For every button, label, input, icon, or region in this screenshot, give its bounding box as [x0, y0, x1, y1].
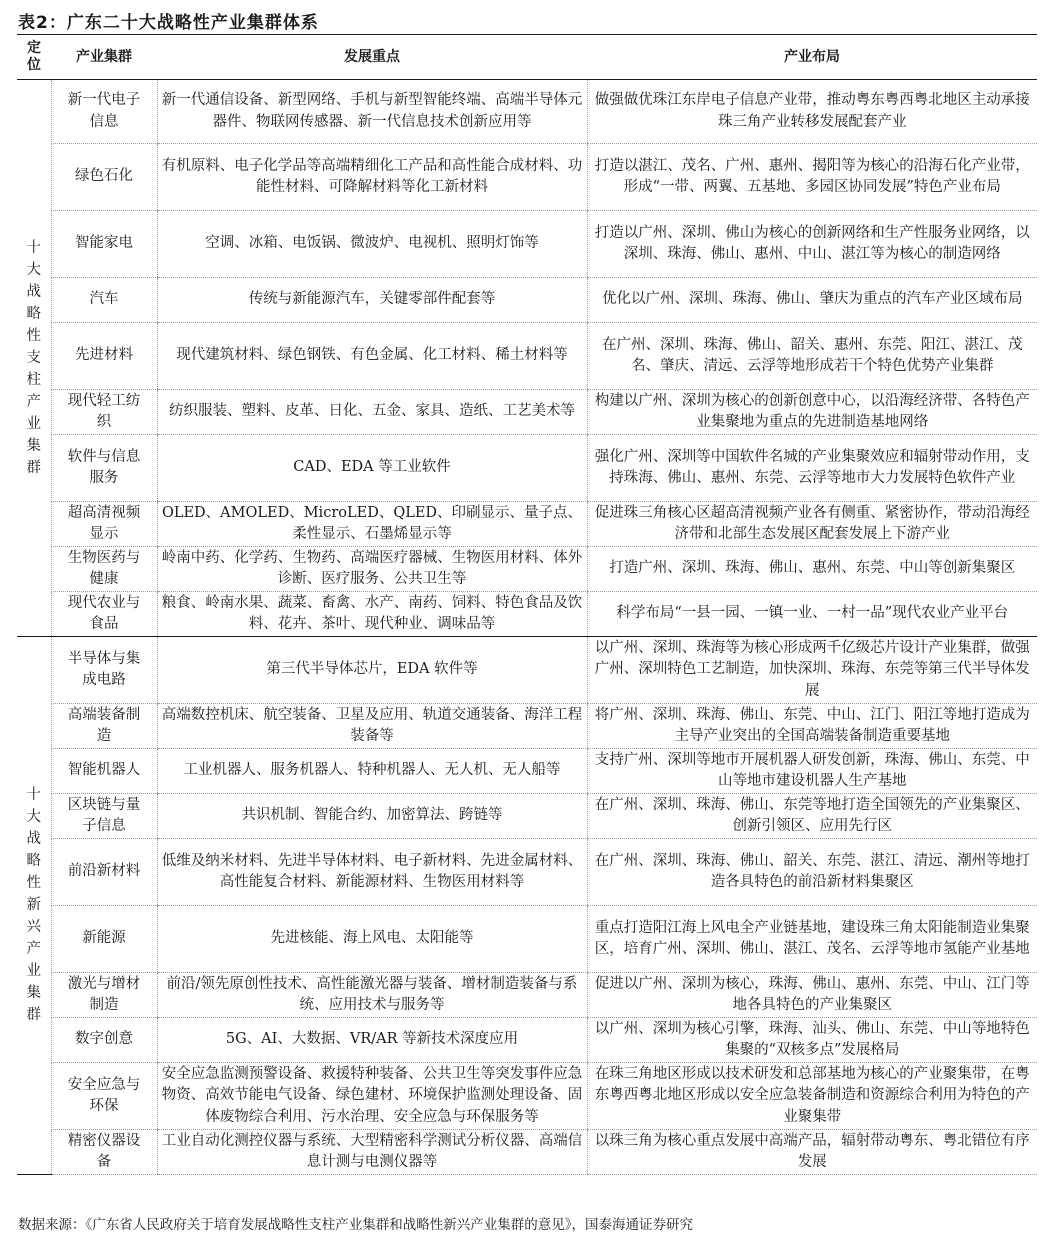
table-row: [17, 144, 1037, 211]
industry-layout-cell: 优化以广州、深圳、珠海、佛山、肇庆为重点的汽车产业区域布局: [587, 278, 1037, 323]
industry-layout-cell: 构建以广州、深圳为核心的创新创意中心，以沿海经济带、各特色产业集聚地为重点的先进制造基地网络: [587, 390, 1037, 435]
industry-layout-cell: 在广州、深圳、珠海、佛山、韶关、惠州、东莞、阳江、湛江、茂名、肇庆、清远、云浮等地形成若干个特色优势产业集群: [587, 323, 1037, 390]
table-row: [17, 592, 1037, 637]
table-row: [17, 637, 1037, 704]
cluster-name-cell: 新一代电子信息: [51, 80, 157, 144]
industry-layout-cell: 在珠三角地区形成以技术研发和总部基地为核心的产业聚集带，在粤东粤西粤北地区形成以安全应急装备制造和资源综合利用为特色的产业聚集带: [587, 1063, 1037, 1130]
development-focus-cell: 粮食、岭南水果、蔬菜、畜禽、水产、南药、饲料、特色食品及饮料、花卉、茶叶、现代种业、调味品等: [157, 592, 587, 637]
cluster-name-cell: 软件与信息服务: [51, 435, 157, 502]
development-focus-cell: CAD、EDA 等工业软件: [157, 435, 587, 502]
development-focus-cell: 空调、冰箱、电饭锅、微波炉、电视机、照明灯饰等: [157, 211, 587, 278]
group-position-cell: [17, 80, 51, 637]
development-focus-cell: 前沿/领先原创性技术、高性能激光器与装备、增材制造装备与系统、应用技术与服务等: [157, 973, 587, 1018]
industry-layout-cell: 重点打造阳江海上风电全产业链基地，建设珠三角太阳能制造业集聚区，培育广州、深圳、佛山、湛江、茂名、云浮等地市氢能产业基地: [587, 906, 1037, 973]
industry-layout-cell: 做强做优珠江东岸电子信息产业带，推动粤东粤西粤北地区主动承接珠三角产业转移发展配套产业: [587, 80, 1037, 144]
industry-layout-cell: 以广州、深圳为核心引擎，珠海、汕头、佛山、东莞、中山等地特色集聚的“双核多点”发展格局: [587, 1018, 1037, 1063]
table-row: [17, 906, 1037, 973]
table-row: [17, 211, 1037, 278]
development-focus-cell: 先进核能、海上风电、太阳能等: [157, 906, 587, 973]
header-cluster: 产业集群: [51, 35, 157, 80]
table-body: [17, 80, 1037, 1175]
table-row: [17, 323, 1037, 390]
cluster-name-cell: 前沿新材料: [51, 839, 157, 906]
table-row: [17, 547, 1037, 592]
table-row: [17, 794, 1037, 839]
industry-layout-cell: 打造以湛江、茂名、广州、惠州、揭阳等为核心的沿海石化产业带，形成“一带、两翼、五基地、多园区协同发展”特色产业布局: [587, 144, 1037, 211]
cluster-name-cell: 高端装备制造: [51, 704, 157, 749]
industry-layout-cell: 打造广州、深圳、珠海、佛山、惠州、东莞、中山等创新集聚区: [587, 547, 1037, 592]
industry-layout-cell: 以广州、深圳、珠海等为核心形成两千亿级芯片设计产业集群，做强广州、深圳特色工艺制造，加快深圳、珠海、东莞等第三代半导体发展: [587, 637, 1037, 704]
industry-layout-cell: 强化广州、深圳等中国软件名城的产业集聚效应和辐射带动作用，支持珠海、佛山、惠州、东莞、云浮等地市大力发展特色软件产业: [587, 435, 1037, 502]
cluster-name-cell: 精密仪器设备: [51, 1130, 157, 1175]
table-row: [17, 704, 1037, 749]
cluster-name-cell: 激光与增材制造: [51, 973, 157, 1018]
industry-cluster-table: [17, 34, 1037, 1175]
development-focus-cell: OLED、AMOLED、MicroLED、QLED、印刷显示、量子点、柔性显示、石墨烯显示等: [157, 502, 587, 547]
table-row: [17, 502, 1037, 547]
cluster-name-cell: 智能机器人: [51, 749, 157, 794]
development-focus-cell: 高端数控机床、航空装备、卫星及应用、轨道交通装备、海洋工程装备等: [157, 704, 587, 749]
industry-layout-cell: 在广州、深圳、珠海、佛山、东莞等地打造全国领先的产业集聚区、创新引领区、应用先行区: [587, 794, 1037, 839]
development-focus-cell: 安全应急监测预警设备、救援特种装备、公共卫生等突发事件应急物资、高效节能电气设备、绿色建材、环境保护监测处理设备、固体废物综合利用、污水治理、安全应急与环保服务等: [157, 1063, 587, 1130]
table-row: [17, 973, 1037, 1018]
table-title: 表2：广东二十大战略性产业集群体系: [18, 13, 319, 33]
cluster-name-cell: 半导体与集成电路: [51, 637, 157, 704]
table-row: [17, 435, 1037, 502]
development-focus-cell: 新一代通信设备、新型网络、手机与新型智能终端、高端半导体元器件、物联网传感器、新一代信息技术创新应用等: [157, 80, 587, 144]
development-focus-cell: 工业机器人、服务机器人、特种机器人、无人机、无人船等: [157, 749, 587, 794]
development-focus-cell: 5G、AI、大数据、VR/AR 等新技术深度应用: [157, 1018, 587, 1063]
industry-layout-cell: 将广州、深圳、珠海、佛山、东莞、中山、江门、阳江等地打造成为主导产业突出的全国高端装备制造重要基地: [587, 704, 1037, 749]
table-row: [17, 1063, 1037, 1130]
header-position: 定位: [17, 35, 51, 80]
development-focus-cell: 低维及纳米材料、先进半导体材料、电子新材料、先进金属材料、高性能复合材料、新能源材料、生物医用材料等: [157, 839, 587, 906]
table-row: [17, 1130, 1037, 1175]
cluster-name-cell: 生物医药与健康: [51, 547, 157, 592]
header-layout: 产业布局: [587, 35, 1037, 80]
cluster-name-cell: 先进材料: [51, 323, 157, 390]
cluster-name-cell: 现代轻工纺织: [51, 390, 157, 435]
cluster-name-cell: 超高清视频显示: [51, 502, 157, 547]
table-row: [17, 390, 1037, 435]
development-focus-cell: 第三代半导体芯片，EDA 软件等: [157, 637, 587, 704]
cluster-name-cell: 安全应急与环保: [51, 1063, 157, 1130]
table-row: [17, 839, 1037, 906]
table-row: [17, 80, 1037, 144]
header-focus: 发展重点: [157, 35, 587, 80]
cluster-name-cell: 汽车: [51, 278, 157, 323]
industry-layout-cell: 促进以广州、深圳为核心，珠海、佛山、惠州、东莞、中山、江门等地各具特色的产业集聚区: [587, 973, 1037, 1018]
development-focus-cell: 共识机制、智能合约、加密算法、跨链等: [157, 794, 587, 839]
development-focus-cell: 现代建筑材料、绿色钢铁、有色金属、化工材料、稀土材料等: [157, 323, 587, 390]
group-position-label: 十大战略性新兴产业集群: [26, 787, 41, 1024]
data-source-note: 数据来源：《广东省人民政府关于培育发展战略性支柱产业集群和战略性新兴产业集群的意见》，国泰海通证券研究: [18, 1217, 693, 1233]
cluster-name-cell: 绿色石化: [51, 144, 157, 211]
cluster-name-cell: 区块链与量子信息: [51, 794, 157, 839]
table-header-row: [17, 35, 1037, 80]
development-focus-cell: 工业自动化测控仪器与系统、大型精密科学测试分析仪器、高端信息计测与电测仪器等: [157, 1130, 587, 1175]
table-row: [17, 278, 1037, 323]
development-focus-cell: 岭南中药、化学药、生物药、高端医疗器械、生物医用材料、体外诊断、医疗服务、公共卫生等: [157, 547, 587, 592]
industry-layout-cell: 支持广州、深圳等地市开展机器人研发创新，珠海、佛山、东莞、中山等地市建设机器人生产基地: [587, 749, 1037, 794]
development-focus-cell: 传统与新能源汽车，关键零部件配套等: [157, 278, 587, 323]
industry-layout-cell: 以珠三角为核心重点发展中高端产品，辐射带动粤东、粤北错位有序发展: [587, 1130, 1037, 1175]
cluster-name-cell: 数字创意: [51, 1018, 157, 1063]
industry-layout-cell: 在广州、深圳、珠海、佛山、韶关、东莞、湛江、清远、潮州等地打造各具特色的前沿新材料集聚区: [587, 839, 1037, 906]
table-row: [17, 1018, 1037, 1063]
cluster-name-cell: 现代农业与食品: [51, 592, 157, 637]
table-row: [17, 749, 1037, 794]
group-position-cell: [17, 637, 51, 1175]
cluster-name-cell: 智能家电: [51, 211, 157, 278]
industry-layout-cell: 促进珠三角核心区超高清视频产业各有侧重、紧密协作，带动沿海经济带和北部生态发展区配套发展上下游产业: [587, 502, 1037, 547]
industry-layout-cell: 科学布局“一县一园、一镇一业、一村一品”现代农业产业平台: [587, 592, 1037, 637]
group-position-label: 十大战略性支柱产业集群: [26, 239, 41, 476]
industry-layout-cell: 打造以广州、深圳、佛山为核心的创新网络和生产性服务业网络，以深圳、珠海、佛山、惠州、中山、湛江等为核心的制造网络: [587, 211, 1037, 278]
cluster-name-cell: 新能源: [51, 906, 157, 973]
development-focus-cell: 有机原料、电子化学品等高端精细化工产品和高性能合成材料、功能性材料、可降解材料等化工新材料: [157, 144, 587, 211]
development-focus-cell: 纺织服装、塑料、皮革、日化、五金、家具、造纸、工艺美术等: [157, 390, 587, 435]
